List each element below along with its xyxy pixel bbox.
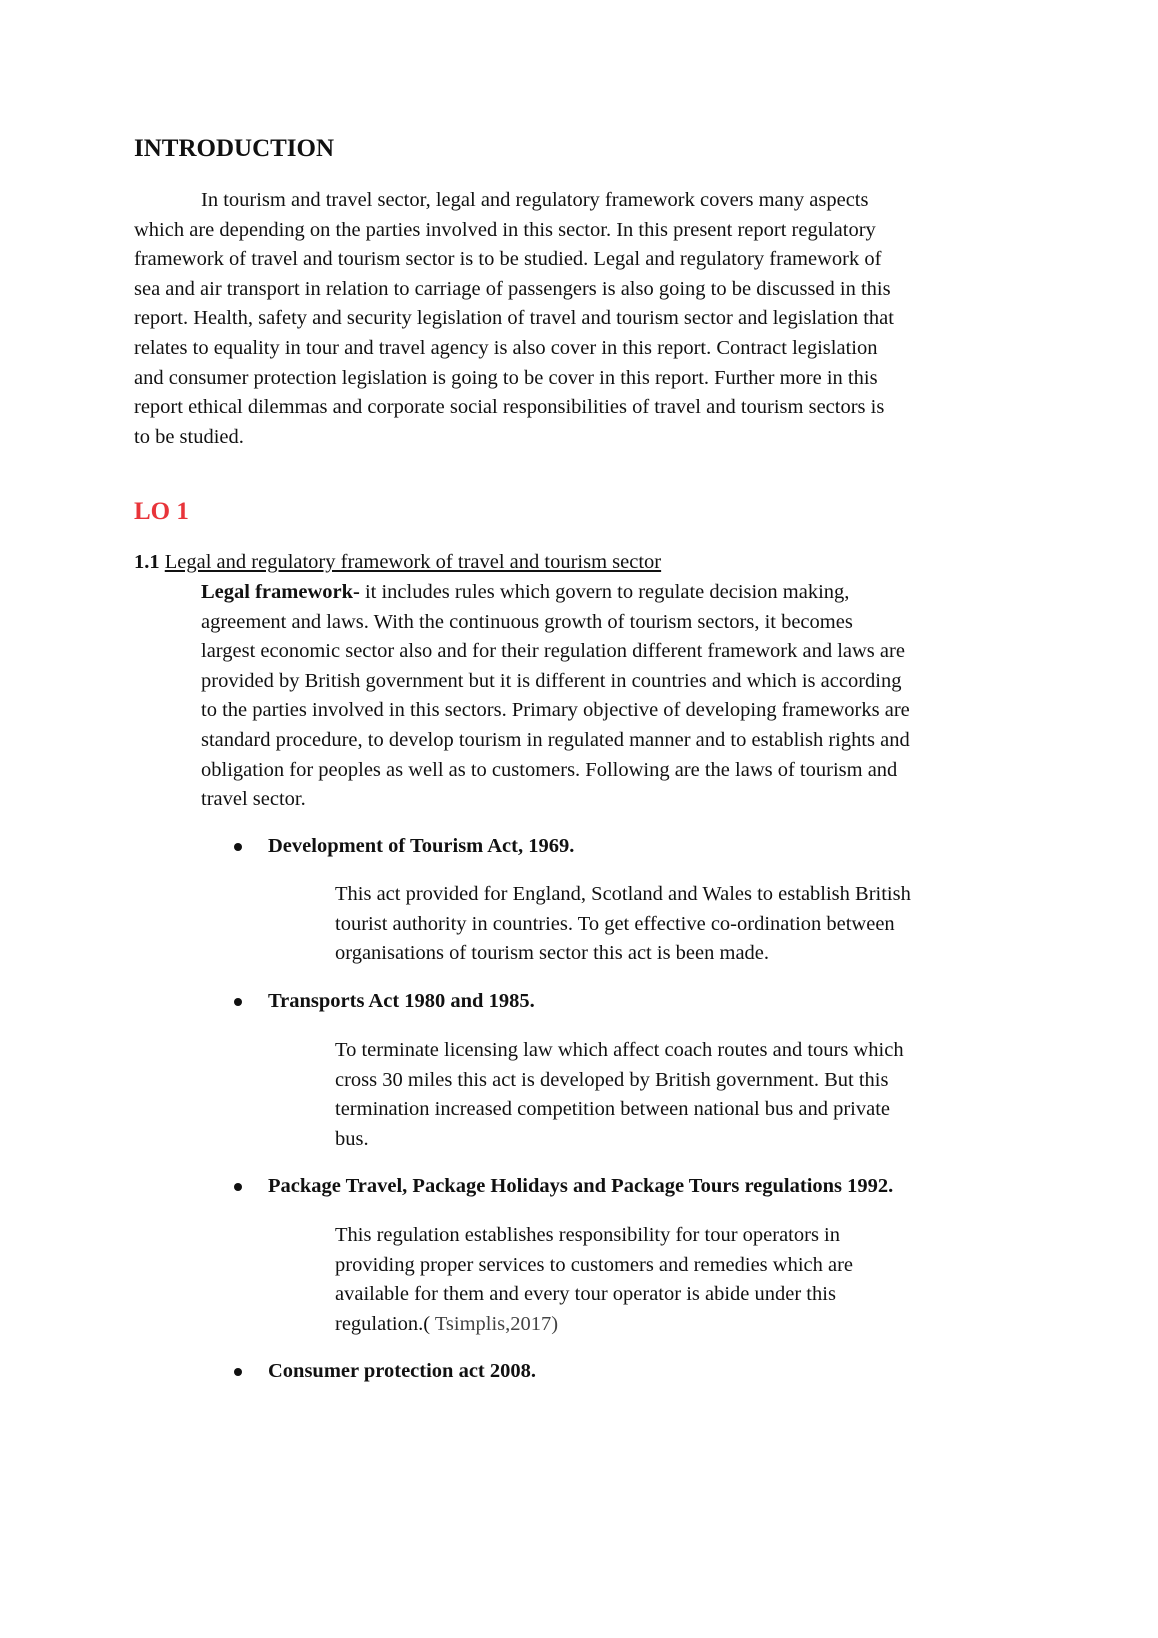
text-line: This regulation establishes responsibility for tour operators in	[335, 1224, 841, 1246]
text-line: report ethical dilemmas and corporate social responsibilities of travel and tourism sectors is	[134, 396, 885, 419]
text-line: and consumer protection legislation is going to be cover in this report. Further more in this	[134, 366, 878, 389]
law-title: Package Travel, Package Holidays and Package Tours regulations 1992.	[268, 1175, 894, 1197]
text-line: largest economic sector also and for their regulation different framework and laws are	[201, 640, 905, 663]
text-line: relates to equality in tour and travel agency is also cover in this report. Contract legislation	[134, 336, 878, 359]
section-number: 1.1	[134, 551, 160, 573]
text-line: agreement and laws. With the continuous growth of tourism sectors, it becomes	[201, 610, 853, 633]
text-line: standard procedure, to develop tourism in regulated manner and to establish rights and	[201, 728, 910, 751]
legal-framework-paragraph	[201, 578, 910, 815]
text-line: bus.	[335, 1127, 369, 1150]
bullet-icon	[234, 843, 242, 851]
intro-paragraph	[134, 186, 894, 452]
text-line: organisations of tourism sector this act is been made.	[335, 942, 770, 965]
text-line: cross 30 miles this act is developed by British government. But this	[335, 1068, 889, 1091]
text-line: In tourism and travel sector, legal and regulatory framework covers many aspects	[201, 189, 869, 211]
intro-heading: INTRODUCTION	[134, 135, 335, 162]
law-title: Development of Tourism Act, 1969.	[268, 835, 575, 857]
text-line: report. Health, safety and security legislation of travel and tourism sector and legislation that	[134, 307, 894, 330]
law-description	[335, 1036, 904, 1154]
law-title: Consumer protection act 2008.	[268, 1360, 536, 1382]
section-heading	[134, 548, 661, 578]
text-line: To terminate licensing law which affect coach routes and tours which	[335, 1039, 904, 1061]
law-description	[335, 1221, 853, 1339]
bullet-icon	[234, 998, 242, 1006]
section-title: Legal and regulatory framework of travel and tourism sector	[164, 551, 662, 573]
law-title: Transports Act 1980 and 1985.	[268, 990, 535, 1012]
text-line: obligation for peoples as well as to customers. Following are the laws of tourism and	[201, 758, 898, 781]
bullet-icon	[234, 1368, 242, 1376]
text-line: framework of travel and tourism sector is to be studied. Legal and regulatory framework of	[134, 248, 882, 271]
text-line: to the parties involved in this sectors. Primary objective of developing frameworks are	[201, 699, 910, 722]
text-line: which are depending on the parties involved in this sector. In this present report regulatory	[134, 218, 876, 241]
text-line: it includes rules which govern to regulate decision making,	[359, 581, 850, 603]
text-line: tourist authority in countries. To get effective co-ordination between	[335, 912, 895, 935]
text-line: to be studied.	[134, 425, 244, 448]
text-line: provided by British government but it is different in countries and which is according	[201, 669, 902, 692]
text-line: termination increased competition between national bus and private	[335, 1098, 891, 1121]
text-line: sea and air transport in relation to carriage of passengers is also going to be discussed in this	[134, 277, 891, 300]
text-line: regulation.(	[335, 1312, 431, 1335]
lo1-heading: LO 1	[134, 498, 189, 525]
text-line: travel sector.	[201, 788, 306, 811]
text-line: This act provided for England, Scotland and Wales to establish British	[335, 883, 911, 905]
legal-framework-label: Legal framework-	[201, 581, 360, 603]
citation: Tsimplis,2017)	[430, 1312, 559, 1335]
text-line: available for them and every tour operator is abide under this	[335, 1283, 836, 1306]
bullet-icon	[234, 1183, 242, 1191]
law-description	[335, 880, 911, 969]
text-line: providing proper services to customers and remedies which are	[335, 1253, 854, 1276]
